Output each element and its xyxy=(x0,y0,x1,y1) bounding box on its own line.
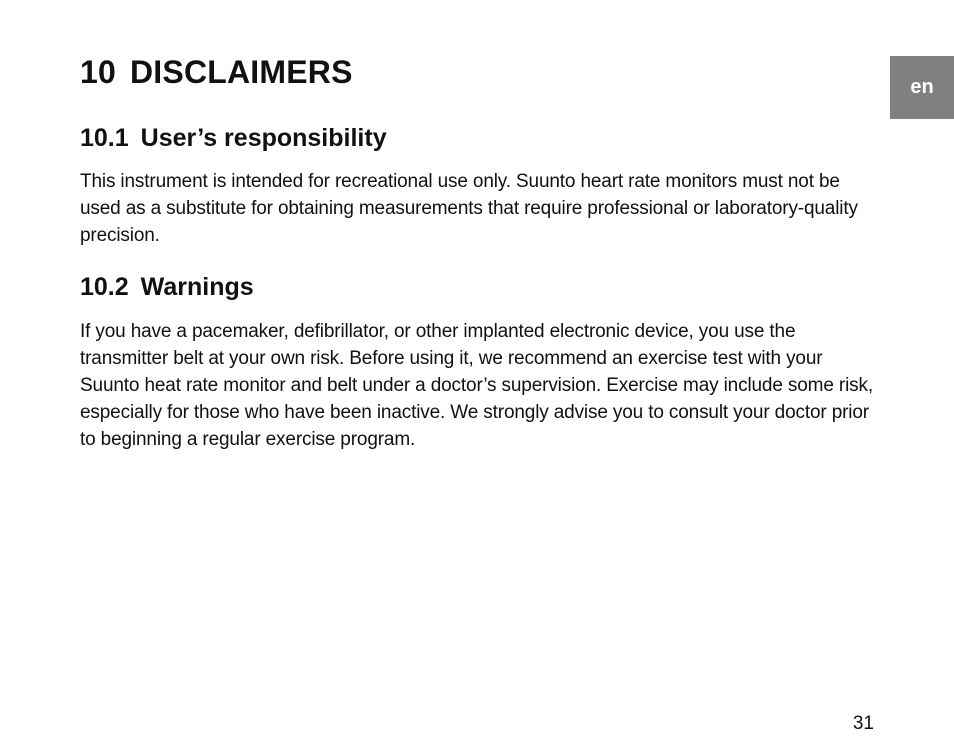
chapter-title-text: DISCLAIMERS xyxy=(130,54,353,90)
language-tab-label: en xyxy=(910,76,934,98)
section-number: 10.2 xyxy=(80,273,129,301)
section-title-text: User’s responsibility xyxy=(140,124,387,152)
chapter-title xyxy=(80,54,353,91)
section-title-warnings xyxy=(80,273,254,302)
section-body-warnings: If you have a pacemaker, defibrillator, or other implanted electronic device, you use the transmitter belt at your own risk. Before using it, we recommend an exercise test with your Suunto heat rate monitor and belt under a doctor’s supervision. Exercise may include some risk, especially for those who have been inactive. We strongly advise you to consult your doctor prior to beginning a regular exercise program. xyxy=(80,321,873,450)
section-title-text: Warnings xyxy=(140,273,254,301)
section-number: 10.1 xyxy=(80,124,129,152)
section-body-users-responsibility: This instrument is intended for recreational use only. Suunto heart rate monitors must not be used as a substitute for obtaining measurements that require professional or laboratory-quality precision. xyxy=(80,171,858,246)
language-tab xyxy=(890,56,954,119)
section-title-users-responsibility xyxy=(80,124,387,153)
page-number: 31 xyxy=(852,713,874,734)
chapter-number: 10 xyxy=(80,54,116,90)
